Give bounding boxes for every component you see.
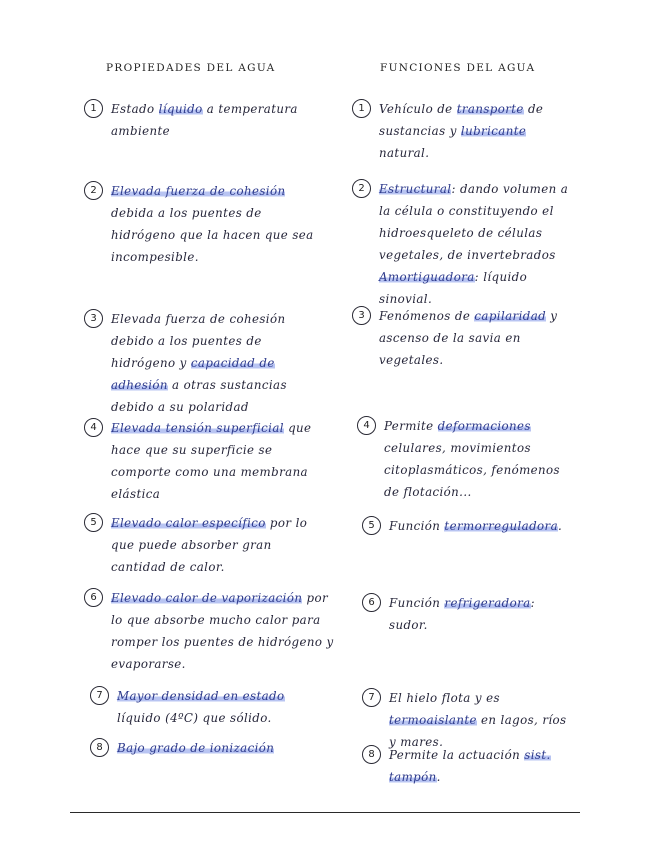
text-segment: Fenómenos de [379,309,475,323]
highlighted-term: transporte [456,102,524,116]
item-text [111,417,324,505]
highlighted-term: Elevada tensión superficial [111,421,284,435]
item-number: 7 [90,686,109,705]
highlighted-term: Elevado calor de vaporización [111,591,303,605]
property-item-6 [84,587,334,675]
text-segment: por lo que absorbe mucho calor para romper los puentes de hidrógeno y evaporarse. [111,591,334,671]
text-segment: Elevada fuerza de cohesión debido a los puentes de hidrógeno y [111,312,286,370]
item-number: 3 [84,309,103,328]
left-column-title: PROPIEDADES DEL AGUA [106,62,276,74]
highlighted-term: Amortiguadora [379,270,475,284]
page-bottom-line [70,812,580,813]
text-segment: debida a los puentes de hidrógeno que la hacen que sea incompesible. [111,206,314,264]
property-item-4 [84,417,324,505]
text-segment: : sudor. [389,596,535,632]
text-segment: . [436,770,441,784]
item-text [111,180,324,268]
property-item-5 [84,512,324,578]
function-item-8 [362,744,577,788]
item-number: 8 [90,738,109,757]
item-text [111,308,324,418]
right-column-title: FUNCIONES DEL AGUA [380,62,536,74]
highlighted-term: Estructural [379,182,452,196]
item-number: 3 [352,306,371,325]
item-text [379,305,577,371]
property-item-8 [90,737,330,759]
text-segment: : dando volumen a la célula o constituyendo el hidroesqueleto de células vegetales, de invertebrados [379,182,569,262]
item-text [389,592,577,636]
item-number: 5 [84,513,103,532]
text-segment: Estado [111,102,159,116]
highlighted-term: capacidad de adhesión [111,356,275,392]
text-segment: a temperatura ambiente [111,102,298,138]
text-segment: de sustancias y [379,102,544,138]
text-segment: Permite [384,419,438,433]
item-text [389,515,562,537]
highlighted-term: termorreguladora [444,519,559,533]
text-segment: en lagos, ríos y mares. [389,713,567,749]
item-number: 4 [84,418,103,437]
function-item-4 [357,415,577,503]
item-text [389,744,577,788]
item-number: 5 [362,516,381,535]
item-number: 6 [84,588,103,607]
item-number: 2 [84,181,103,200]
highlighted-term: Elevada fuerza de cohesión [111,184,286,198]
highlighted-term: sist. tampón [389,748,551,784]
text-segment: Función [389,596,445,610]
function-item-6 [362,592,577,636]
item-text [111,587,334,675]
highlighted-term: refrigeradora [444,596,531,610]
text-segment: natural. [379,146,430,160]
item-number: 4 [357,416,376,435]
highlighted-term: deformaciones [437,419,531,433]
item-text [111,98,324,142]
text-segment: El hielo flota y es [389,691,500,705]
text-segment: que hace que su superficie se comporte como una membrana elástica [111,421,312,501]
text-segment: . [558,519,563,533]
item-number: 1 [84,99,103,118]
highlighted-term: Bajo grado de ionización [117,741,275,755]
text-segment: Vehículo de [379,102,457,116]
text-segment: Función [389,519,445,533]
text-segment: por lo que puede absorber gran cantidad de calor. [111,516,308,574]
highlighted-term: Elevado calor específico [111,516,266,530]
function-item-1 [352,98,577,164]
text-segment: líquido (4ºC) que sólido. [117,711,272,725]
item-text [117,685,325,729]
highlighted-term: líquido [158,102,203,116]
highlighted-term: termoaislante [389,713,477,727]
item-number: 6 [362,593,381,612]
item-text [379,98,577,164]
item-text [379,178,577,310]
function-item-5 [362,515,577,537]
highlighted-term: capilaridad [474,309,547,323]
function-item-3 [352,305,577,371]
text-segment: Permite la actuación [389,748,525,762]
item-number: 2 [352,179,371,198]
text-segment: y ascenso de la savia en vegetales. [379,309,558,367]
property-item-7 [90,685,325,729]
highlighted-term: lubricante [460,124,527,138]
text-segment: : líquido sinovial. [379,270,528,306]
item-number: 7 [362,688,381,707]
highlighted-term: Mayor densidad en estado [117,689,285,703]
item-text [117,737,274,759]
item-text [111,512,324,578]
item-number: 1 [352,99,371,118]
property-item-1 [84,98,324,142]
text-segment: celulares, movimientos citoplasmáticos, fenómenos de flotación... [384,441,560,499]
item-number: 8 [362,745,381,764]
property-item-3 [84,308,324,418]
property-item-2 [84,180,324,268]
function-item-2 [352,178,577,310]
item-text [384,415,577,503]
text-segment: a otras sustancias debido a su polaridad [111,378,287,414]
